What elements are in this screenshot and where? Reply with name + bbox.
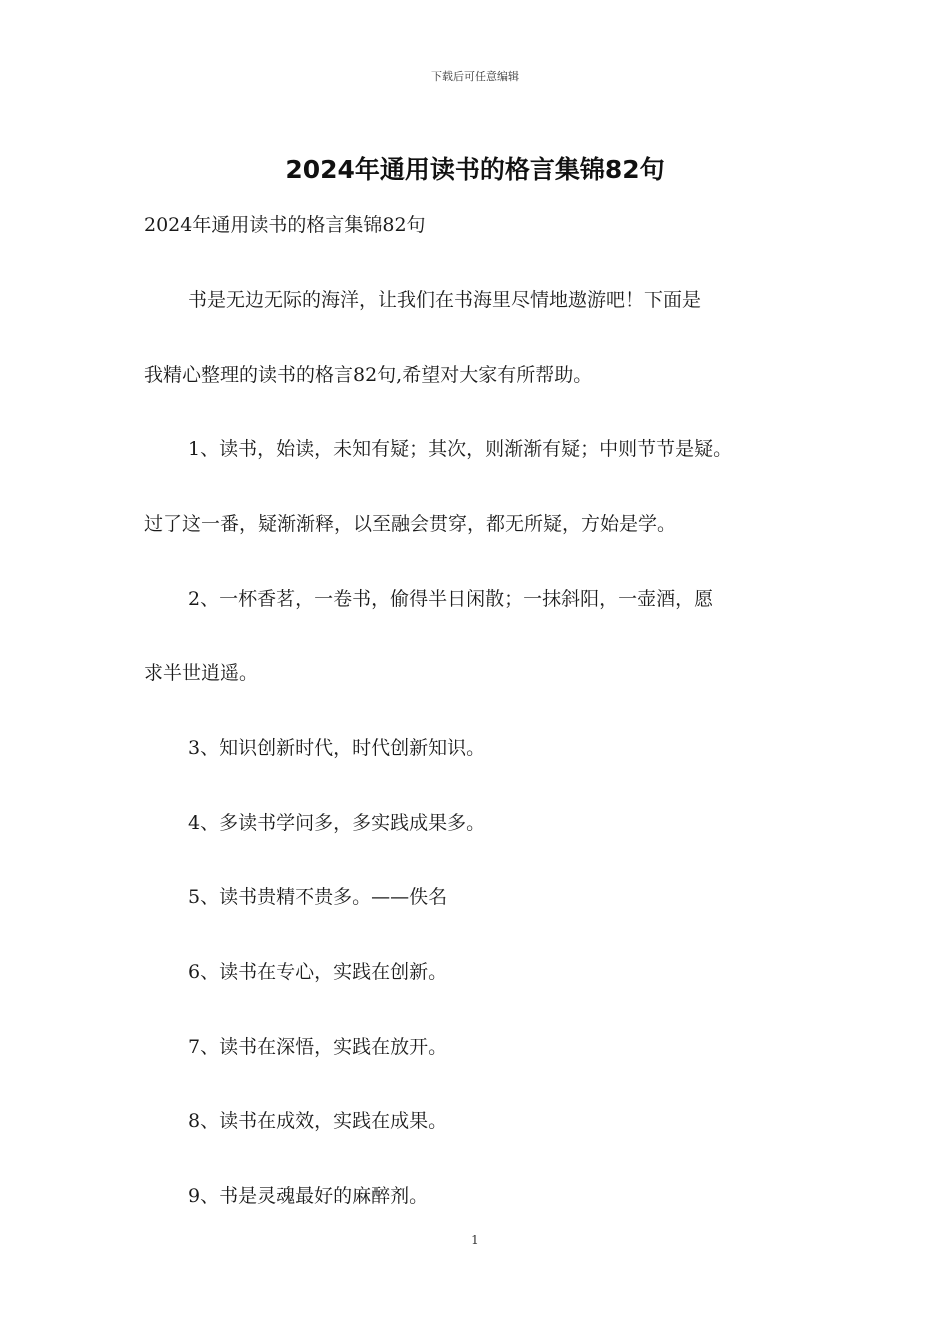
quote-item-6: 6、读书在专心，实践在创新。	[188, 961, 448, 983]
quote-item-1-line-1: 1、读书，始读，未知有疑；其次，则渐渐有疑；中则节节是疑。	[188, 438, 733, 460]
intro-paragraph-line-2: 我精心整理的读书的格言82句,希望对大家有所帮助。	[144, 364, 593, 386]
quote-item-9: 9、书是灵魂最好的麻醉剂。	[188, 1185, 429, 1207]
document-title: 2024年通用读书的格言集锦82句	[285, 155, 665, 184]
intro-paragraph-line-1: 书是无边无际的海洋，让我们在书海里尽情地遨游吧！下面是	[188, 289, 702, 311]
quote-item-3: 3、知识创新时代，时代创新知识。	[188, 737, 486, 759]
quote-item-5: 5、读书贵精不贵多。——佚名	[188, 886, 448, 908]
quote-item-7: 7、读书在深悟，实践在放开。	[188, 1036, 448, 1058]
quote-item-2-line-1: 2、一杯香茗，一卷书，偷得半日闲散；一抹斜阳，一壶酒，愿	[188, 588, 714, 610]
quote-item-1-line-2: 过了这一番，疑渐渐释，以至融会贯穿，都无所疑，方始是学。	[144, 513, 677, 535]
quote-item-2-line-2: 求半世逍遥。	[144, 662, 259, 684]
header-note: 下载后可任意编辑	[431, 70, 519, 83]
quote-item-8: 8、读书在成效，实践在成果。	[188, 1110, 448, 1132]
document-subtitle: 2024年通用读书的格言集锦82句	[144, 214, 426, 236]
page-number: 1	[471, 1233, 479, 1247]
quote-item-4: 4、多读书学问多，多实践成果多。	[188, 812, 486, 834]
